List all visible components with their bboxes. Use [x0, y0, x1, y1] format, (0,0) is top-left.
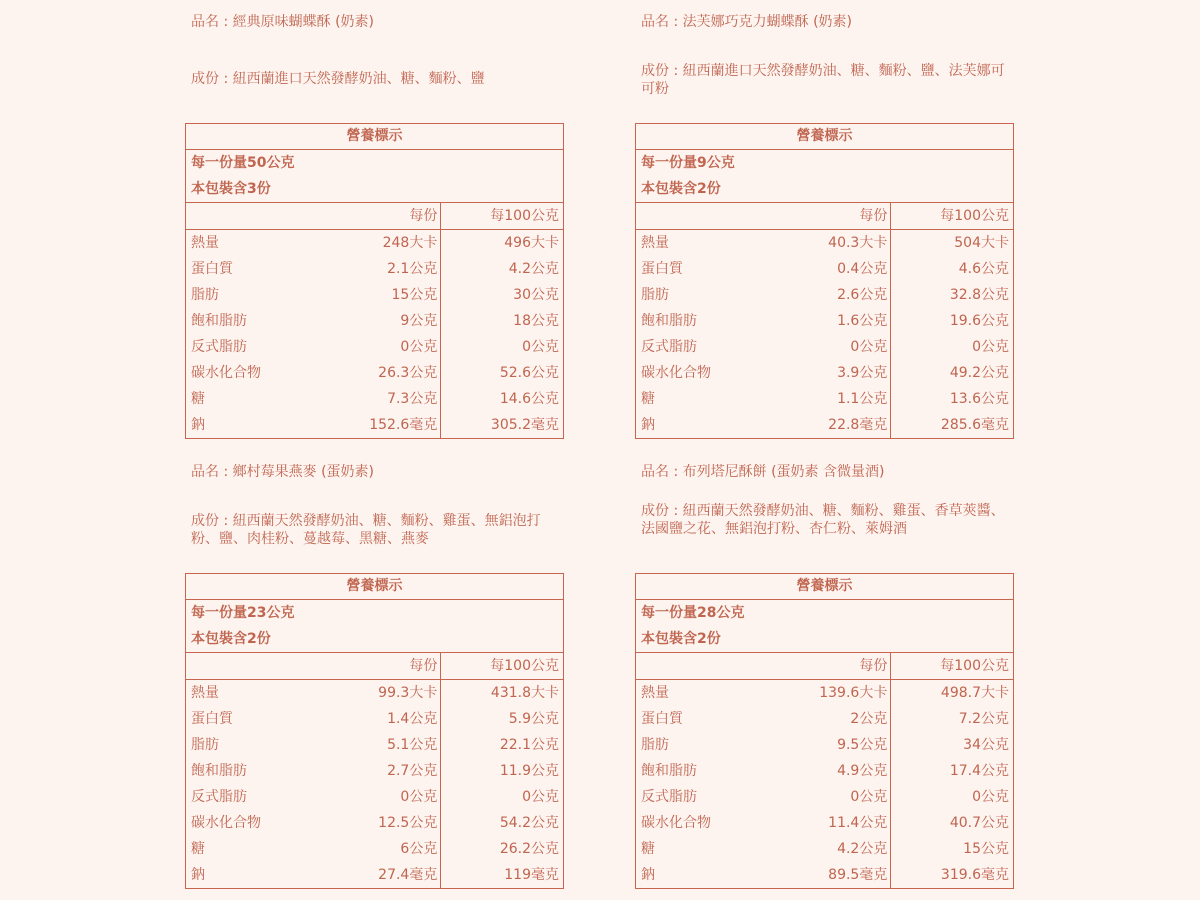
nutrition-table-title: 營養標示: [636, 124, 1013, 150]
product-ingredients: 成份 : 紐西蘭天然發酵奶油、糖、麵粉、雞蛋、無鋁泡打粉、鹽、肉桂粉、蔓越莓、黑糖、燕麥: [191, 513, 541, 547]
per-100g-value: 7.2公克: [958, 711, 1009, 727]
per-100g-value: 5.9公克: [508, 711, 559, 727]
per-serving-value: 15公克: [341, 282, 442, 308]
per-serving-value: 0公克: [791, 334, 892, 360]
table-row: [186, 836, 563, 862]
nutrient-label: 熱量: [191, 685, 219, 701]
per-100g-value: 119毫克: [504, 867, 559, 883]
nutrient-label: 脂肪: [641, 287, 669, 303]
table-row: [636, 256, 1013, 282]
per-serving-value: 11.4公克: [791, 810, 892, 836]
per-100g-value: 13.6公克: [949, 391, 1009, 407]
col-per-100g: 每100公克: [940, 208, 1009, 224]
per-serving-value: 2公克: [791, 706, 892, 732]
per-serving-value: 89.5毫克: [791, 862, 892, 888]
per-100g-value: 498.7大卡: [940, 685, 1009, 701]
table-row: [186, 862, 563, 888]
table-row: [636, 360, 1013, 386]
table-row: [636, 386, 1013, 412]
nutrient-label: 飽和脂肪: [191, 763, 247, 779]
nutrition-header-row: [636, 653, 1013, 680]
per-100g-value: 4.6公克: [958, 261, 1009, 277]
nutrient-label: 反式脂肪: [641, 339, 697, 355]
servings-per-package: 本包裝含2份: [186, 626, 563, 653]
per-100g-value: 0公克: [972, 789, 1009, 805]
per-serving-value: 0公克: [341, 784, 442, 810]
table-row: [186, 334, 563, 360]
product-name: 品名 : 布列塔尼酥餅 (蛋奶素 含微量酒): [641, 464, 885, 480]
nutrient-label: 飽和脂肪: [641, 763, 697, 779]
table-row: [186, 784, 563, 810]
per-100g-value: 22.1公克: [499, 737, 559, 753]
table-row: [186, 386, 563, 412]
table-row: [186, 706, 563, 732]
per-serving-value: 26.3公克: [341, 360, 442, 386]
nutrient-label: 脂肪: [191, 737, 219, 753]
table-row: [636, 732, 1013, 758]
per-100g-value: 19.6公克: [949, 313, 1009, 329]
nutrition-table-title: 營養標示: [186, 124, 563, 150]
nutrient-label: 脂肪: [191, 287, 219, 303]
table-row: [636, 706, 1013, 732]
per-serving-value: 0公克: [791, 784, 892, 810]
nutrient-label: 熱量: [641, 235, 669, 251]
per-serving-value: 27.4毫克: [341, 862, 442, 888]
product-name: 品名 : 鄉村莓果燕麥 (蛋奶素): [191, 464, 374, 480]
col-per-serving: 每份: [791, 203, 892, 229]
col-per-serving: 每份: [791, 653, 892, 679]
table-row: [636, 836, 1013, 862]
table-row: [186, 308, 563, 334]
per-100g-value: 52.6公克: [499, 365, 559, 381]
per-serving-value: 152.6毫克: [341, 412, 442, 438]
per-100g-value: 49.2公克: [949, 365, 1009, 381]
serving-size: 每一份量23公克: [191, 605, 295, 621]
servings-per-package: 本包裝含2份: [636, 176, 1013, 203]
nutrient-label: 碳水化合物: [191, 365, 261, 381]
nutrition-table-title: 營養標示: [186, 574, 563, 600]
nutrient-label: 碳水化合物: [641, 815, 711, 831]
per-serving-value: 248大卡: [341, 230, 442, 256]
table-row: [186, 732, 563, 758]
per-100g-value: 18公克: [513, 313, 559, 329]
per-serving-value: 1.6公克: [791, 308, 892, 334]
nutrient-label: 反式脂肪: [191, 339, 247, 355]
product-ingredients: 成份 : 紐西蘭進口天然發酵奶油、糖、麵粉、鹽: [191, 71, 485, 87]
product-name: 品名 : 經典原味蝴蝶酥 (奶素): [191, 14, 374, 30]
per-100g-value: 40.7公克: [949, 815, 1009, 831]
nutrition-table-title: 營養標示: [636, 574, 1013, 600]
per-serving-value: 2.1公克: [341, 256, 442, 282]
nutrition-table: [185, 573, 564, 889]
table-row: [186, 256, 563, 282]
per-100g-value: 11.9公克: [499, 763, 559, 779]
product-ingredients: 成份 : 紐西蘭天然發酵奶油、糖、麵粉、雞蛋、香草莢醬、法國鹽之花、無鋁泡打粉、杏仁粉、萊姆酒: [641, 503, 1005, 537]
per-serving-value: 6公克: [341, 836, 442, 862]
nutrient-label: 熱量: [641, 685, 669, 701]
table-row: [186, 758, 563, 784]
per-serving-value: 0公克: [341, 334, 442, 360]
table-row: [186, 282, 563, 308]
nutrient-label: 蛋白質: [191, 261, 233, 277]
nutrition-header-row: [186, 653, 563, 680]
nutrient-label: 糖: [641, 841, 655, 857]
nutrient-label: 鈉: [191, 417, 205, 433]
per-serving-value: 1.4公克: [341, 706, 442, 732]
per-100g-value: 305.2毫克: [490, 417, 559, 433]
nutrient-label: 熱量: [191, 235, 219, 251]
table-row: [636, 334, 1013, 360]
table-row: [636, 784, 1013, 810]
per-serving-value: 4.2公克: [791, 836, 892, 862]
per-100g-value: 431.8大卡: [490, 685, 559, 701]
per-100g-value: 504大卡: [954, 235, 1009, 251]
product-ingredients: 成份 : 紐西蘭進口天然發酵奶油、糖、麵粉、鹽、法芙娜可可粉: [641, 63, 1005, 97]
per-100g-value: 285.6毫克: [940, 417, 1009, 433]
col-per-100g: 每100公克: [490, 658, 559, 674]
nutrient-label: 碳水化合物: [641, 365, 711, 381]
per-serving-value: 12.5公克: [341, 810, 442, 836]
table-row: [636, 412, 1013, 438]
nutrient-label: 碳水化合物: [191, 815, 261, 831]
table-row: [186, 680, 563, 706]
per-100g-value: 30公克: [513, 287, 559, 303]
nutrient-label: 鈉: [641, 867, 655, 883]
servings-per-package: 本包裝含2份: [636, 626, 1013, 653]
col-per-100g: 每100公克: [490, 208, 559, 224]
table-row: [186, 810, 563, 836]
col-per-serving: 每份: [341, 653, 442, 679]
nutrient-label: 脂肪: [641, 737, 669, 753]
table-row: [636, 810, 1013, 836]
table-row: [636, 308, 1013, 334]
table-row: [636, 282, 1013, 308]
per-serving-value: 7.3公克: [341, 386, 442, 412]
per-100g-value: 17.4公克: [949, 763, 1009, 779]
per-100g-value: 4.2公克: [508, 261, 559, 277]
per-serving-value: 22.8毫克: [791, 412, 892, 438]
nutrient-label: 反式脂肪: [191, 789, 247, 805]
per-100g-value: 15公克: [963, 841, 1009, 857]
nutrient-label: 飽和脂肪: [641, 313, 697, 329]
nutrition-table: [185, 123, 564, 439]
per-serving-value: 0.4公克: [791, 256, 892, 282]
per-100g-value: 34公克: [963, 737, 1009, 753]
nutrient-label: 蛋白質: [641, 711, 683, 727]
per-serving-value: 9公克: [341, 308, 442, 334]
per-serving-value: 1.1公克: [791, 386, 892, 412]
nutrient-label: 蛋白質: [641, 261, 683, 277]
per-serving-value: 40.3大卡: [791, 230, 892, 256]
per-serving-value: 139.6大卡: [791, 680, 892, 706]
servings-per-package: 本包裝含3份: [186, 176, 563, 203]
nutrient-label: 反式脂肪: [641, 789, 697, 805]
nutrition-header-row: [186, 203, 563, 230]
nutrient-label: 鈉: [641, 417, 655, 433]
nutrition-table: [635, 123, 1014, 439]
per-100g-value: 32.8公克: [949, 287, 1009, 303]
table-row: [636, 758, 1013, 784]
per-100g-value: 54.2公克: [499, 815, 559, 831]
col-per-serving: 每份: [341, 203, 442, 229]
per-serving-value: 4.9公克: [791, 758, 892, 784]
per-100g-value: 14.6公克: [499, 391, 559, 407]
per-100g-value: 0公克: [972, 339, 1009, 355]
per-serving-value: 3.9公克: [791, 360, 892, 386]
table-row: [636, 680, 1013, 706]
per-100g-value: 319.6毫克: [940, 867, 1009, 883]
per-serving-value: 2.6公克: [791, 282, 892, 308]
per-serving-value: 9.5公克: [791, 732, 892, 758]
per-100g-value: 0公克: [522, 339, 559, 355]
nutrient-label: 蛋白質: [191, 711, 233, 727]
nutrient-label: 糖: [641, 391, 655, 407]
per-100g-value: 0公克: [522, 789, 559, 805]
per-serving-value: 2.7公克: [341, 758, 442, 784]
nutrient-label: 糖: [191, 391, 205, 407]
nutrition-table: [635, 573, 1014, 889]
table-row: [186, 230, 563, 256]
nutrient-label: 鈉: [191, 867, 205, 883]
nutrition-header-row: [636, 203, 1013, 230]
table-row: [186, 412, 563, 438]
per-100g-value: 496大卡: [504, 235, 559, 251]
serving-size: 每一份量28公克: [641, 605, 745, 621]
serving-size: 每一份量9公克: [641, 155, 735, 171]
table-row: [636, 862, 1013, 888]
per-100g-value: 26.2公克: [499, 841, 559, 857]
per-serving-value: 99.3大卡: [341, 680, 442, 706]
nutrient-label: 飽和脂肪: [191, 313, 247, 329]
serving-size: 每一份量50公克: [191, 155, 295, 171]
nutrient-label: 糖: [191, 841, 205, 857]
table-row: [186, 360, 563, 386]
table-row: [636, 230, 1013, 256]
col-per-100g: 每100公克: [940, 658, 1009, 674]
per-serving-value: 5.1公克: [341, 732, 442, 758]
product-name: 品名 : 法芙娜巧克力蝴蝶酥 (奶素): [641, 14, 852, 30]
